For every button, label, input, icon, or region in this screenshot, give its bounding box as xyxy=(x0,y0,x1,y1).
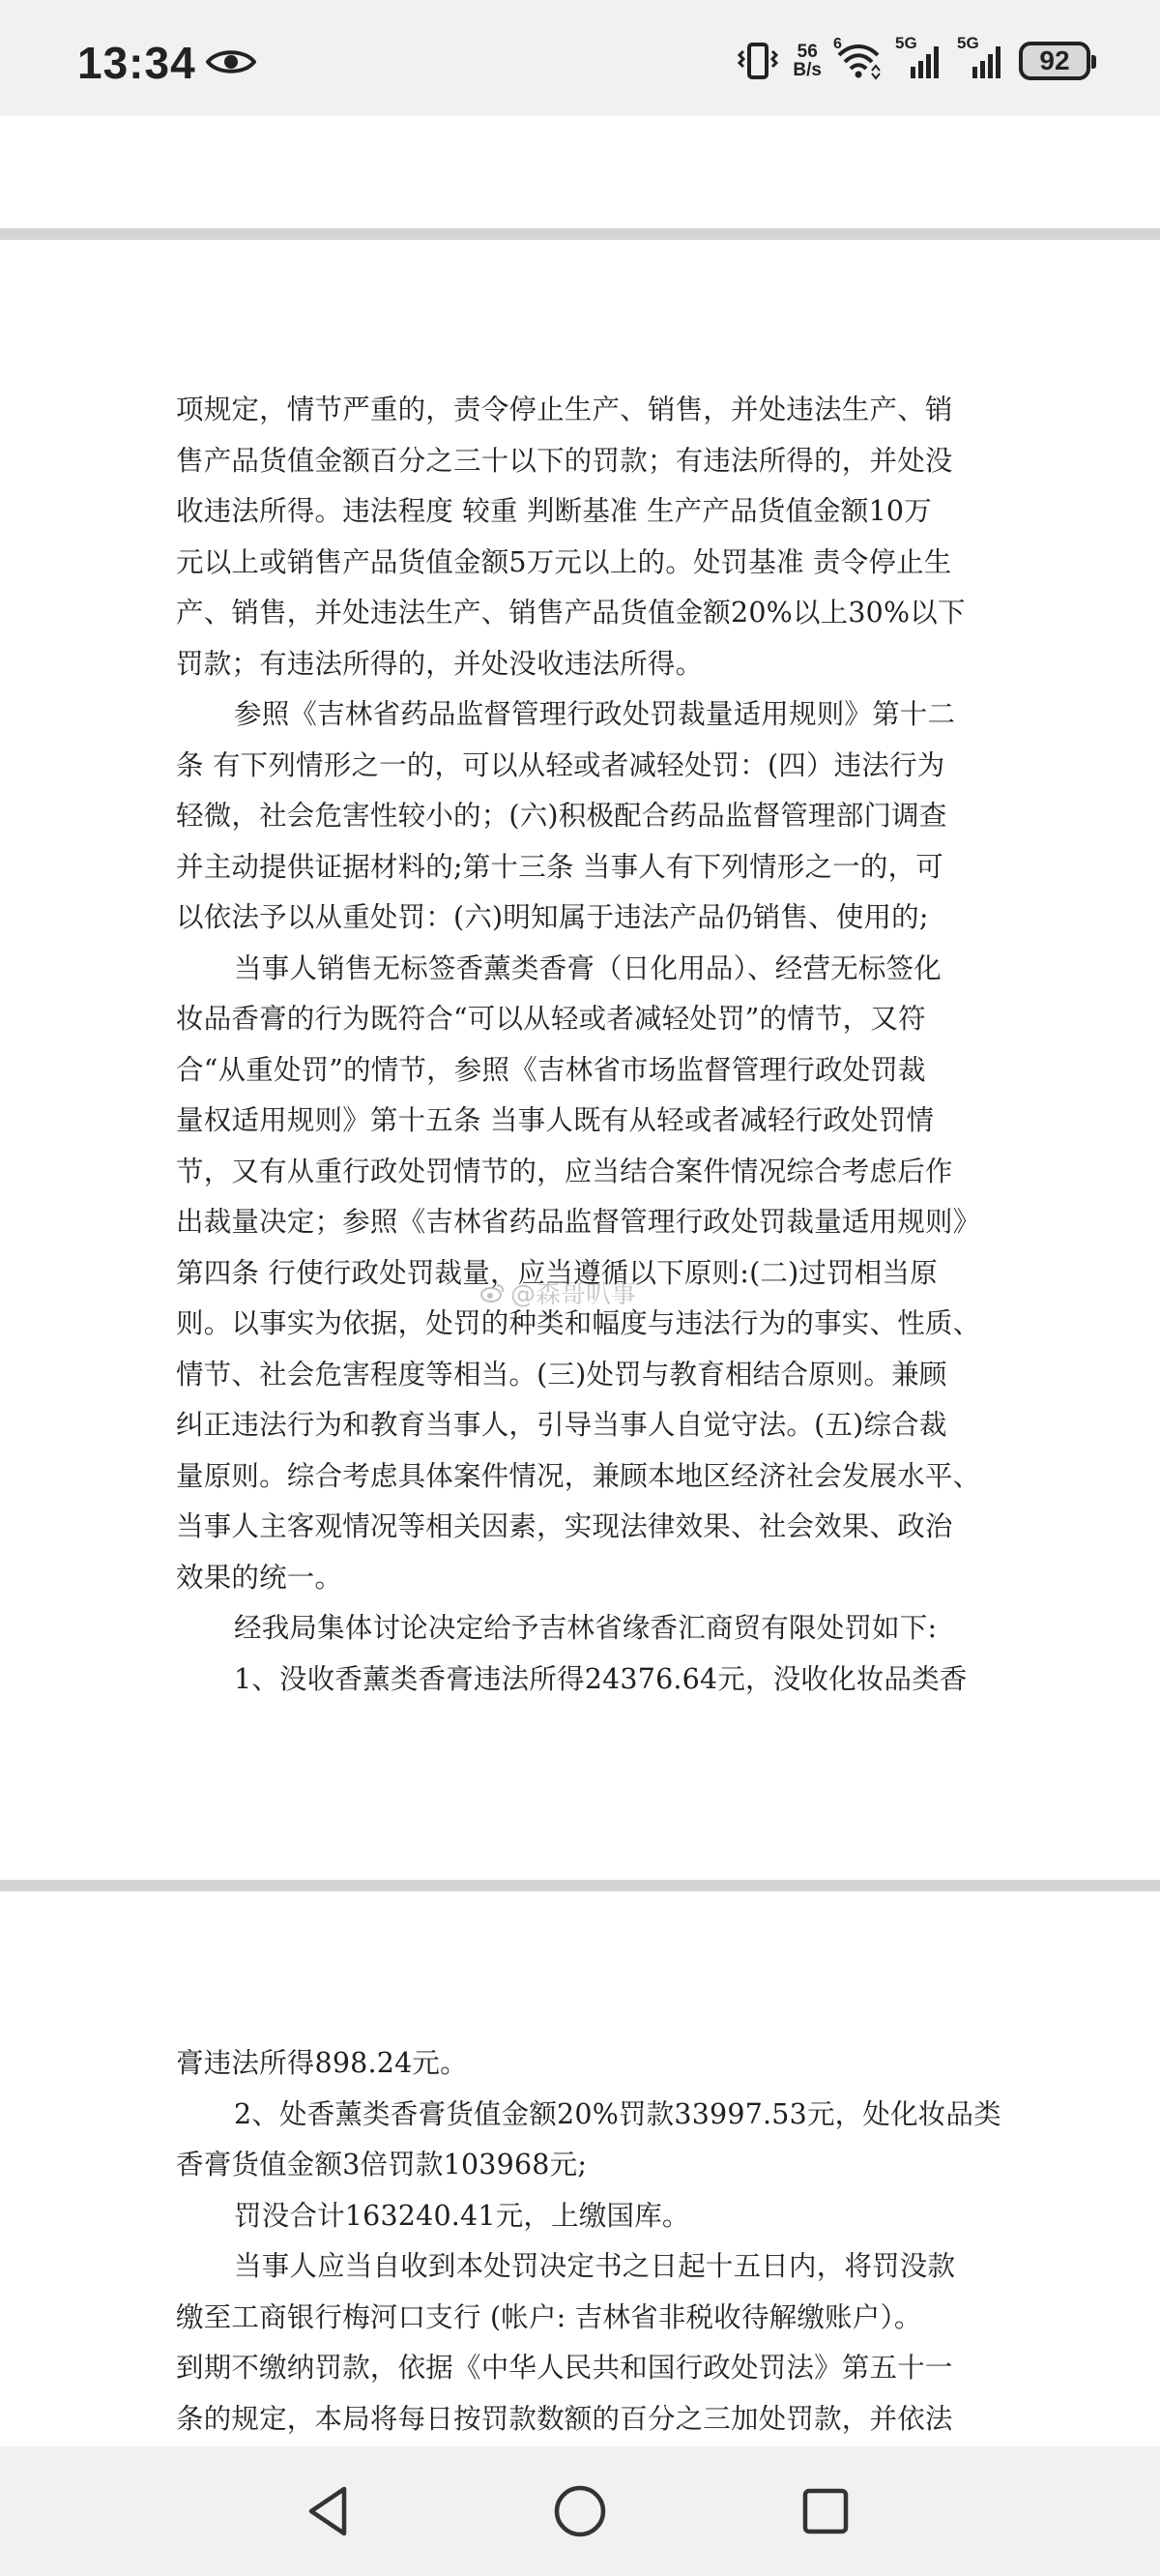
doc-line: 节，又有从重行政处罚情节的，应当结合案件情况综合考虑后作 xyxy=(176,1155,953,1187)
doc-line: 则。以事实为依据，处罚的种类和幅度与违法行为的事实、性质、 xyxy=(176,1307,981,1339)
wifi-label: 6 xyxy=(833,36,842,52)
doc-line: 缴至工商银行梅河口支行 (帐户: 吉林省非税收待解缴账户）。 xyxy=(176,2300,922,2333)
recents-icon[interactable] xyxy=(794,2479,857,2543)
doc-line: 香膏货值金额3倍罚款103968元; xyxy=(176,2149,588,2181)
doc-line: 产、销售，并处违法生产、销售产品货值金额20%以上30%以下 xyxy=(176,597,966,629)
doc-line: 膏违法所得898.24元。 xyxy=(176,2047,468,2079)
status-bar xyxy=(0,0,1160,116)
navigation-bar xyxy=(0,2446,1160,2576)
doc-line: 条的规定，本局将每日按罚款数额的百分之三加处罚款，并依法 xyxy=(176,2402,953,2435)
watermark xyxy=(479,1274,636,1310)
document-page-1 xyxy=(176,385,988,1705)
doc-line: 经我局集体讨论决定给予吉林省缘香汇商贸有限处罚如下: xyxy=(234,1612,938,1644)
sim1-label: 5G xyxy=(895,34,917,52)
weibo-icon xyxy=(479,1282,505,1303)
doc-line: 当事人主客观情况等相关因素，实现法律效果、社会效果、政治 xyxy=(176,1510,953,1542)
doc-line: 量原则。综合考虑具体案件情况，兼顾本地区经济社会发展水平、 xyxy=(176,1459,981,1492)
network-speed-unit: B/s xyxy=(793,60,822,80)
page-divider xyxy=(0,228,1160,240)
doc-line: 当事人应当自收到本处罚决定书之日起十五日内，将罚没款 xyxy=(234,2250,956,2282)
wifi-icon xyxy=(833,36,882,80)
doc-line: 元以上或销售产品货值金额5万元以上的。处罚基准 责令停止生 xyxy=(176,545,952,578)
doc-line: 售产品货值金额百分之三十以下的罚款；有违法所得的，并处没 xyxy=(176,444,953,477)
back-icon[interactable] xyxy=(298,2479,362,2543)
doc-line: 并主动提供证据材料的;第十三条 当事人有下列情形之一的，可 xyxy=(176,850,943,883)
doc-line: 第四条 行使行政处罚裁量，应当遵循以下原则:(二)过罚相当原 xyxy=(176,1256,938,1289)
doc-line: 妆品香膏的行为既符合“可以从轻或者减轻处罚”的情节，又符 xyxy=(176,1003,926,1035)
doc-line: 收违法所得。违法程度 较重 判断基准 生产产品货值金额10万 xyxy=(176,495,932,527)
doc-line: 效果的统一。 xyxy=(176,1561,343,1594)
doc-line: 以依法予以从重处罚：(六)明知属于违法产品仍销售、使用的; xyxy=(176,901,929,933)
document-page-2 xyxy=(176,2038,1001,2444)
eye-icon xyxy=(206,48,256,75)
doc-line: 纠正违法行为和教育当事人，引导当事人自觉守法。(五)综合裁 xyxy=(176,1409,947,1441)
doc-line: 条 有下列情形之一的，可以从轻或者减轻处罚：(四）违法行为 xyxy=(176,748,945,781)
network-speed-value: 56 xyxy=(797,42,818,62)
doc-line: 罚没合计163240.41元，上缴国库。 xyxy=(234,2199,690,2232)
clock: 13:34 xyxy=(77,38,196,88)
doc-line: 项规定，情节严重的，责令停止生产、销售，并处违法生产、销 xyxy=(176,394,953,425)
doc-line: 合“从重处罚”的情节，参照《吉林省市场监督管理行政处罚裁 xyxy=(176,1053,926,1086)
sim2-label: 5G xyxy=(957,34,979,52)
vibrate-icon xyxy=(737,42,779,80)
doc-line: 罚款；有违法所得的，并处没收违法所得。 xyxy=(176,647,704,680)
doc-line: 参照《吉林省药品监督管理行政处罚裁量适用规则》第十二 xyxy=(234,698,956,730)
signal-icon xyxy=(957,34,1005,80)
doc-line: 轻微，社会危害性较小的；(六)积极配合药品监督管理部门调查 xyxy=(176,800,947,832)
doc-line: 量权适用规则》第十五条 当事人既有从轻或者减轻行政处罚情 xyxy=(176,1104,935,1136)
doc-line: 出裁量决定；参照《吉林省药品监督管理行政处罚裁量适用规则》 xyxy=(176,1206,981,1238)
page-divider xyxy=(0,1880,1160,1891)
battery-level: 92 xyxy=(1039,45,1070,75)
doc-line: 情节、社会危害程度等相当。(三)处罚与教育相结合原则。兼顾 xyxy=(176,1358,947,1390)
doc-line: 到期不缴纳罚款，依据《中华人民共和国行政处罚法》第五十一 xyxy=(176,2352,953,2384)
doc-line: 1、没收香薰类香膏违法所得24376.64元，没收化妆品类香 xyxy=(234,1662,968,1695)
home-icon[interactable] xyxy=(548,2479,612,2543)
battery-icon xyxy=(1019,42,1090,80)
watermark-text: @森哥叭事 xyxy=(510,1280,637,1309)
signal-icon xyxy=(895,34,943,80)
doc-line: 2、处香薰类香膏货值金额20%罚款33997.53元，处化妆品类 xyxy=(234,2097,1001,2130)
network-speed xyxy=(793,43,822,79)
doc-line: 当事人销售无标签香薰类香膏（日化用品）、经营无标签化 xyxy=(234,951,942,984)
